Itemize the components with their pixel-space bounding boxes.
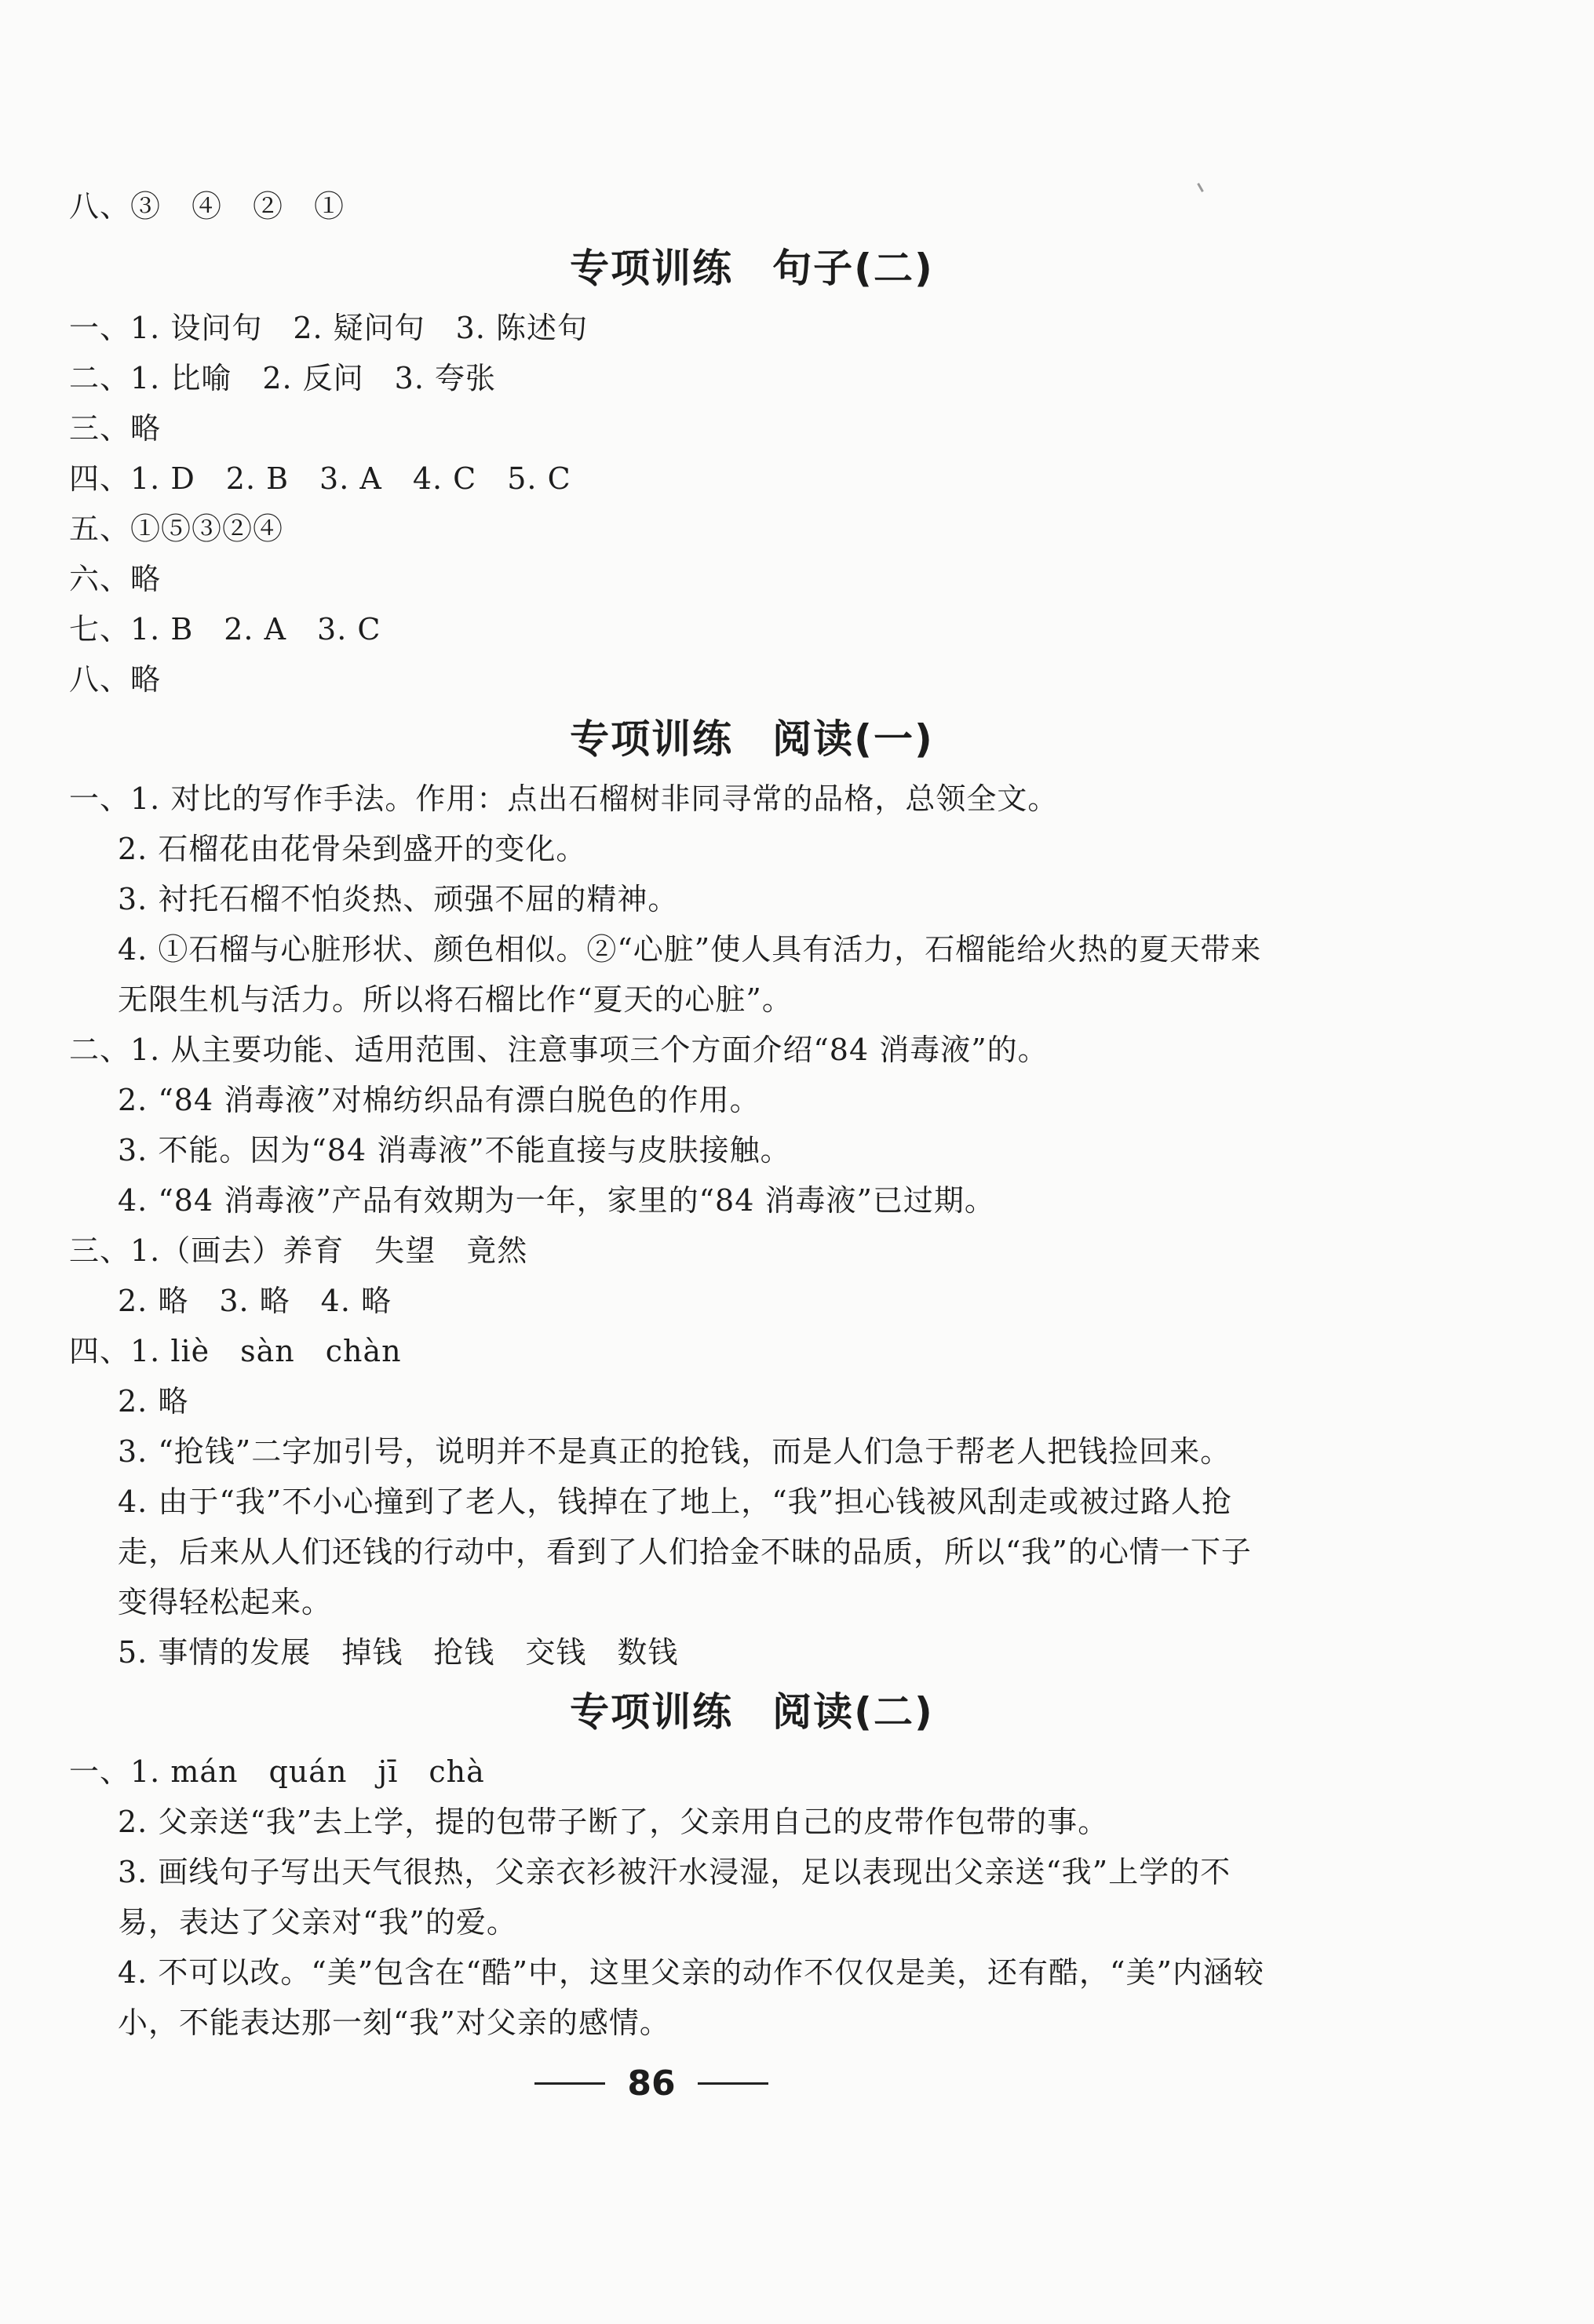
section-heading bbox=[69, 705, 1340, 774]
answer-line: 3. 衬托石榴不怕炎热、顽强不屈的精神。 bbox=[118, 882, 679, 916]
answer-content bbox=[69, 179, 1340, 2048]
question-answer-line: 一、1. 设问句 2. 疑问句 3. 陈述句 bbox=[69, 311, 589, 345]
answer-line: 3. “抢钱”二字加引号，说明并不是真正的抢钱，而是人们急于帮老人把钱捡回来。 bbox=[118, 1434, 1231, 1469]
answer-line: 易，表达了父亲对“我”的爱。 bbox=[118, 1905, 517, 1940]
question-answer-line: 三、略 bbox=[69, 411, 162, 446]
answer-line-top: 八、③ ④ ② ① bbox=[69, 189, 345, 224]
question-answer-line: 一、1. mán quán jī chà bbox=[69, 1754, 485, 1789]
section-heading-topic: 句子(二) bbox=[772, 246, 934, 291]
answer-line: 4. ①石榴与心脏形状、颜色相似。②“心脏”使人具有活力，石榴能给火热的夏天带来 bbox=[118, 932, 1262, 967]
answer-line: 4. 由于“我”不小心撞到了老人，钱掉在了地上，“我”担心钱被风刮走或被过路人抢 bbox=[118, 1484, 1233, 1519]
answer-line: 4. “84 消毒液”产品有效期为一年，家里的“84 消毒液”已过期。 bbox=[118, 1183, 995, 1218]
section-heading-topic: 阅读(二) bbox=[772, 1689, 934, 1735]
footer-rule-left bbox=[534, 2082, 605, 2085]
section-heading bbox=[69, 234, 1340, 303]
answer-line: 4. 不可以改。“美”包含在“酷”中，这里父亲的动作不仅仅是美，还有酷，“美”内涵较 bbox=[118, 1955, 1264, 1990]
question-answer-line: 一、1. 对比的写作手法。作用：点出石榴树非同寻常的品格，总领全文。 bbox=[69, 781, 1059, 816]
page-number: 86 bbox=[627, 2063, 676, 2104]
answer-line: 小，不能表达那一刻“我”对父亲的感情。 bbox=[118, 2005, 670, 2040]
question-answer-line: 五、①⑤③②④ bbox=[69, 512, 284, 546]
answer-line: 变得轻松起来。 bbox=[118, 1585, 333, 1619]
section-heading-topic: 阅读(一) bbox=[772, 716, 934, 762]
section-heading-prefix: 专项训练 bbox=[570, 246, 734, 291]
answer-line: 5. 事情的发展 掉钱 抢钱 交钱 数钱 bbox=[118, 1635, 679, 1670]
footer-rule-right bbox=[698, 2082, 768, 2085]
question-answer-line: 三、1.（画去）养育 失望 竟然 bbox=[69, 1233, 528, 1268]
answer-line: 2. 略 bbox=[118, 1384, 189, 1419]
page-footer bbox=[487, 2056, 816, 2111]
answer-line: 3. 画线句子写出天气很热，父亲衣衫被汗水浸湿，足以表现出父亲送“我”上学的不 bbox=[118, 1855, 1231, 1889]
question-answer-line: 二、1. 从主要功能、适用范围、注意事项三个方面介绍“84 消毒液”的。 bbox=[69, 1033, 1049, 1067]
answer-line: 2. 父亲送“我”去上学，提的包带子断了，父亲用自己的皮带作包带的事。 bbox=[118, 1805, 1109, 1839]
answer-line: 2. 略 3. 略 4. 略 bbox=[118, 1284, 392, 1318]
question-answer-line: 二、1. 比喻 2. 反问 3. 夸张 bbox=[69, 361, 497, 395]
section-heading-prefix: 专项训练 bbox=[570, 1689, 734, 1735]
question-answer-line: 四、1. D 2. B 3. A 4. C 5. C bbox=[69, 461, 571, 496]
sections-container bbox=[69, 234, 1340, 2048]
question-answer-line: 八、略 bbox=[69, 662, 162, 697]
question-answer-line: 六、略 bbox=[69, 562, 162, 596]
answer-line: 3. 不能。因为“84 消毒液”不能直接与皮肤接触。 bbox=[118, 1133, 791, 1167]
question-answer-line: 四、1. liè sàn chàn bbox=[69, 1334, 402, 1368]
answer-line: 2. “84 消毒液”对棉纺织品有漂白脱色的作用。 bbox=[118, 1083, 761, 1117]
section-heading bbox=[69, 1677, 1340, 1747]
question-answer-line: 七、1. B 2. A 3. C bbox=[69, 612, 381, 647]
answer-line: 2. 石榴花由花骨朵到盛开的变化。 bbox=[118, 832, 587, 866]
answer-line: 走，后来从人们还钱的行动中，看到了人们拾金不昧的品质，所以“我”的心情一下子 bbox=[118, 1535, 1252, 1569]
answer-line: 无限生机与活力。所以将石榴比作“夏天的心脏”。 bbox=[118, 982, 793, 1017]
section-heading-prefix: 专项训练 bbox=[570, 716, 734, 762]
